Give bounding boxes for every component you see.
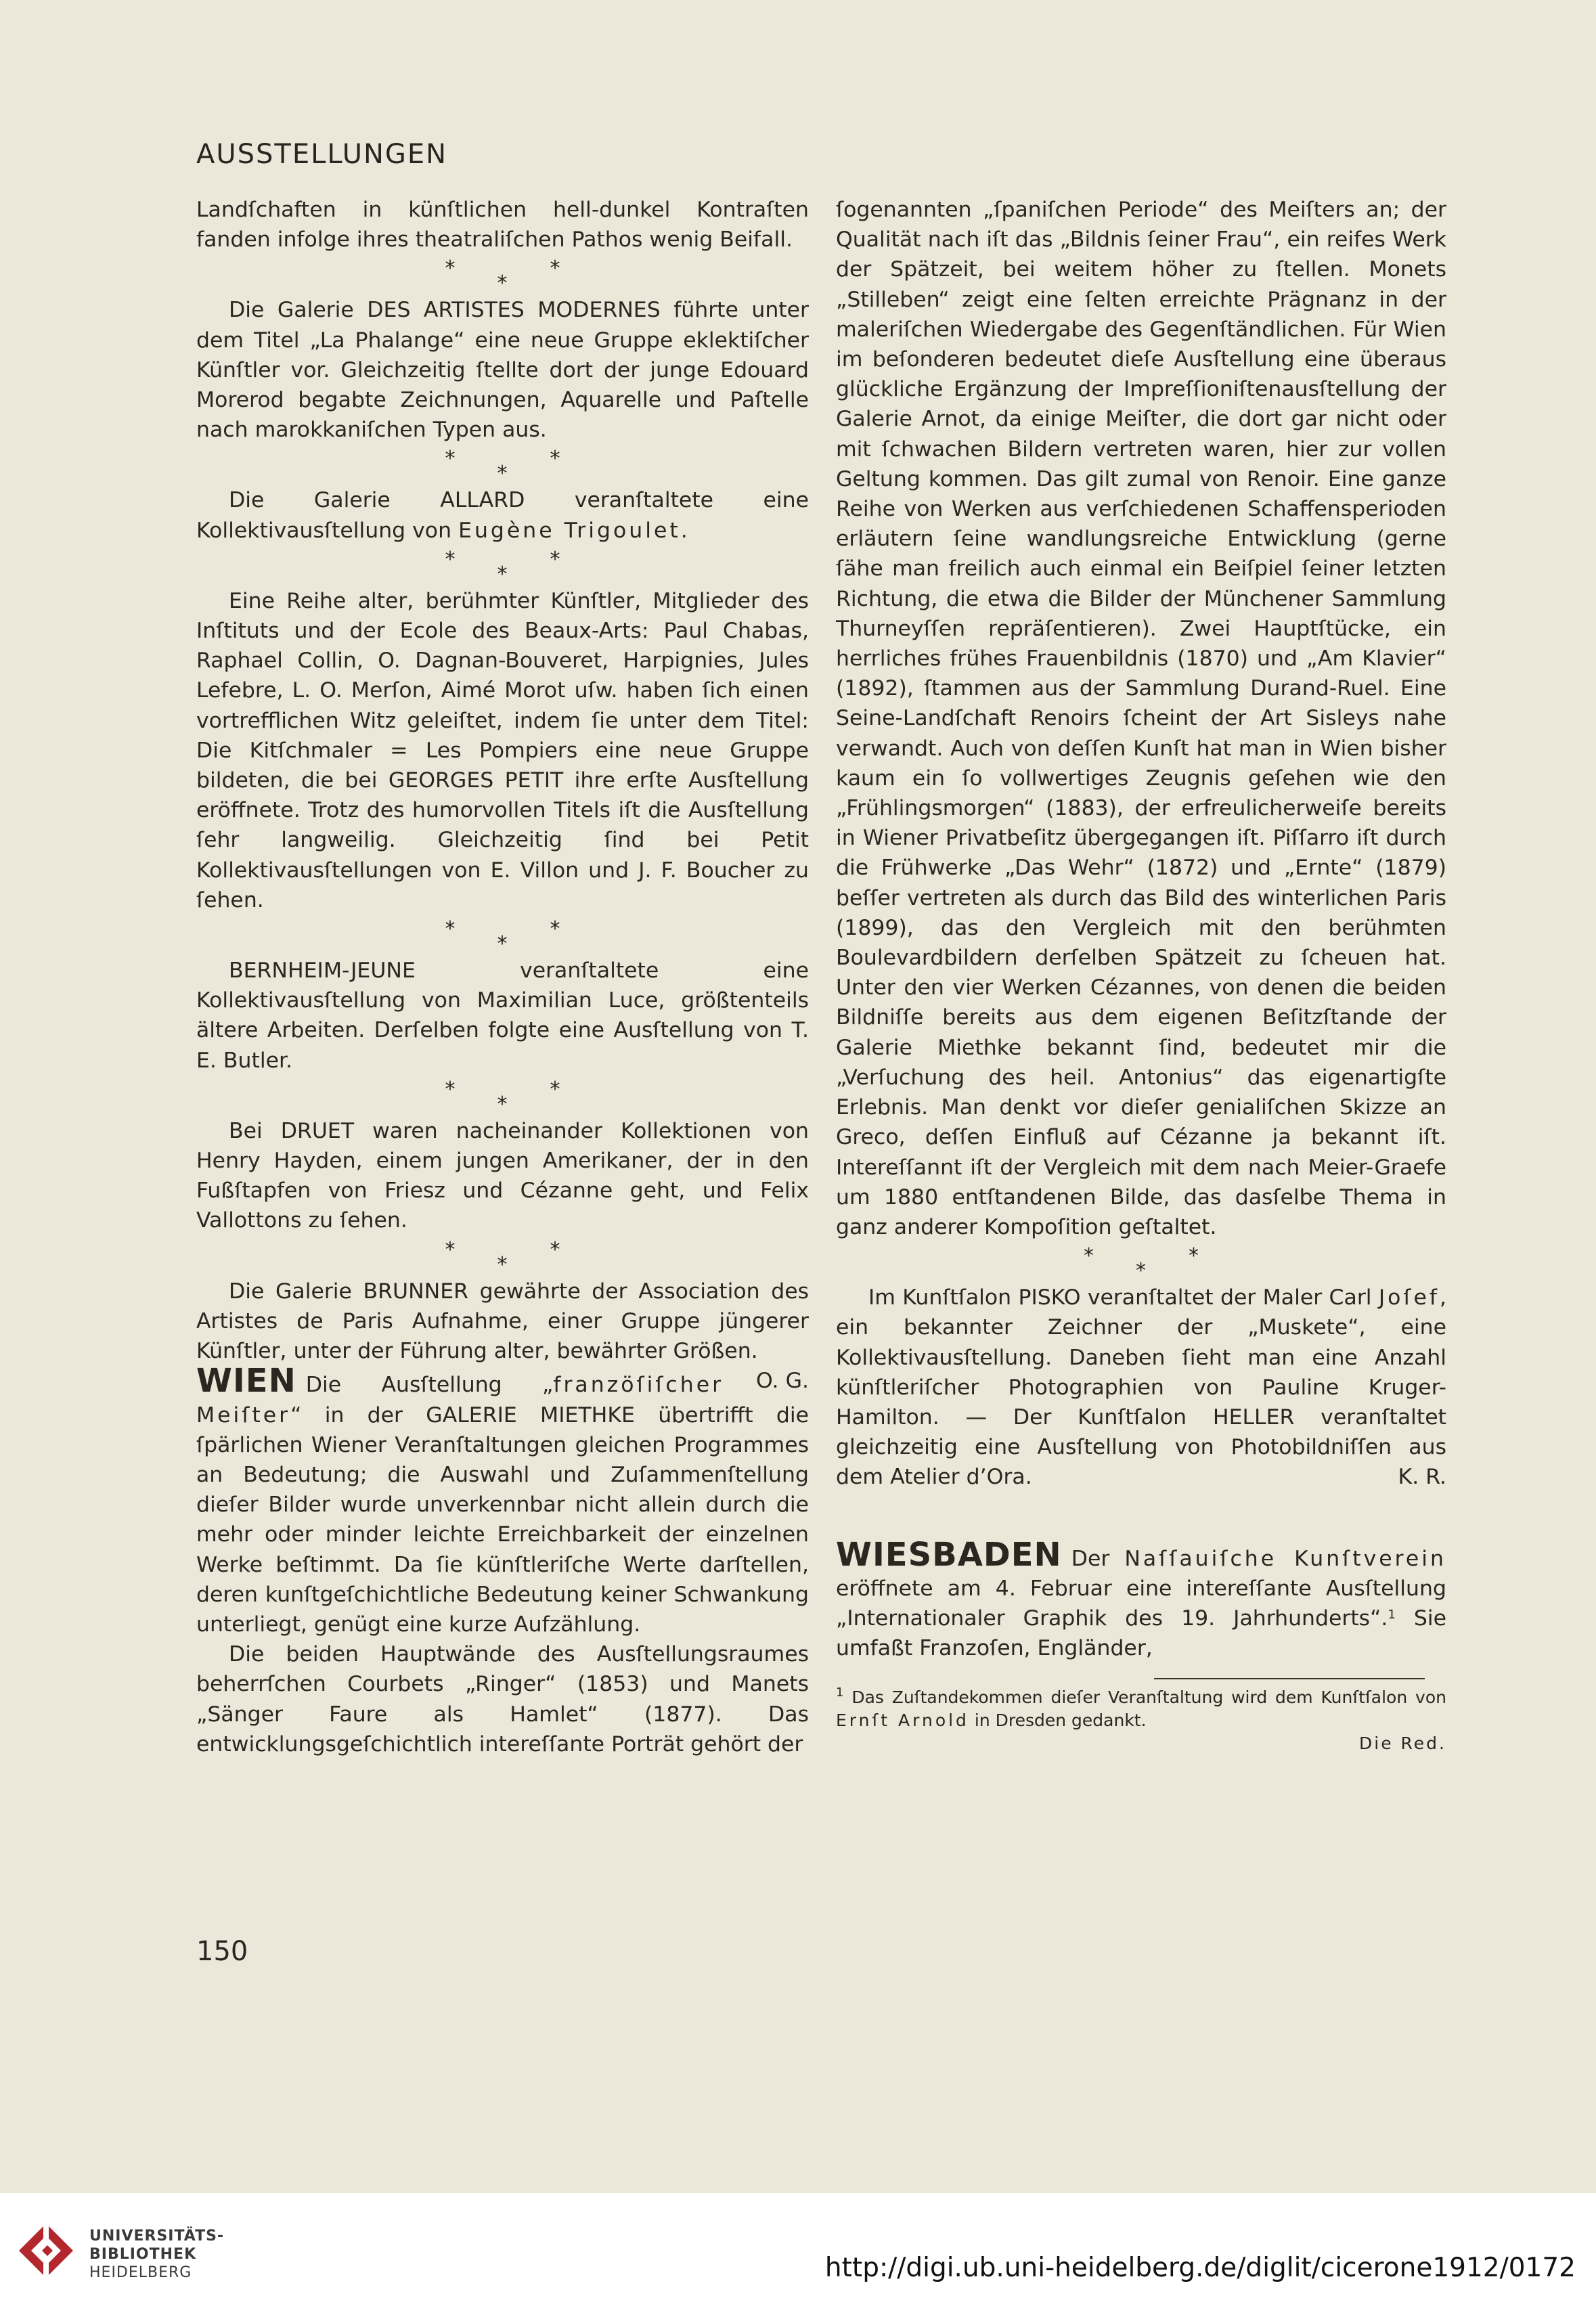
source-url-link[interactable]: http://digi.ub.uni-heidelberg.de/diglit/cicerone1912/0172	[824, 2253, 1576, 2283]
footnote: $^1$ Das Zuſtandekommen dieſer Veranſtaltung wird dem Kunſtſalon von Ernſt Arnold in Dresden gedankt. Die Red.	[836, 1686, 1446, 1755]
paragraph: Die Galerie DES ARTISTES MODERNES führte unter dem Titel „La Phalange“ eine neue Gruppe eklektiſcher Künſtler vor. Gleichzeitig ſtellte dort der junge Edouard Morerod begabte Zeichnungen, Aquarelle und Paſtelle nach marokkaniſchen Typen aus.	[196, 298, 809, 443]
city-heading: WIEN	[196, 1362, 296, 1400]
right-column	[836, 195, 1446, 1755]
paragraph: Bei DRUET waren nacheinander Kollektionen von Henry Hayden, einem jungen Amerikaner, der in den Fußſtapfen von Friesz und Cézanne geht, und Felix Vallottons zu ſehen.	[196, 1118, 809, 1233]
paragraph: ſogenannten „ſpaniſchen Periode“ des Meiſters an; der Qualität nach iſt das „Bildnis ſeiner Frau“, ein reifes Werk der Spätzeit, bei weitem höher zu ſtellen. Monets „Stilleben“ zeigt eine ſelten erreichte Prägnanz in der maleriſchen Wiedergabe des Gegenſtändlichen. Für Wien im beſonderen bedeutet dieſe Ausſtellung eine überaus glückliche Ergänzung der Impreſſioniſtenausſtellung der Galerie Arnot, da einige Meiſter, die dort gar nicht oder mit ſchwachen Bildern vertreten waren, hier zur vollen Geltung kommen. Das gilt zumal von Renoir. Eine ganze Reihe von Werken aus verſchiedenen Schaffensperioden erläutern ſeine wandlungsreiche Entwicklung (gerne ſähe man freilich auch einmal ein Beiſpiel ſeiner letzten Richtung, die etwa die Bilder der Münchener Sammlung Thurneyſſen repräſentieren). Zwei Hauptſtücke, ein herrliches frühes Frauenbildnis (1870) und „Am Klavier“ (1892), ſtammen aus der Sammlung Durand-Ruel. Eine Seine-Landſchaft Renoirs ſcheint der Art Sisleys nahe verwandt. Auch von deſſen Kunſt hat man in Wien bisher kaum ein ſo vollwertiges Zeugnis geſehen wie den „Frühlingsmorgen“ (1883), der erfreulicherweiſe bereits in Wiener Privatbeſitz übergegangen iſt. Piſſarro iſt durch die Frühwerke „Das Wehr“ (1872) und „Ernte“ (1879) beſſer vertreten als durch das Bild des winterlichen Paris (1899), das den Vergleich mit den berühmten Boulevardbildern derſelben Spätzeit zu ſcheuen hat. Unter den vier Werken Cézannes, von denen die beiden Bildniſſe bereits aus dem eigenen Beſitzſtande der Galerie Miethke bekannt ſind, bedeutet mir die „Verſuchung des heil. Antonius“ das eigenartigſte Erlebnis. Man denkt vor dieſer genialiſchen Skizze an Greco, deſſen Einfluß auf Cézanne ja bekannt iſt. Intereſſannt iſt der Vergleich mit dem nach Meier-Graefe um 1880 entſtandenen Bilde, das dasſelbe Thema in ganz anderer Kompoſition geſtaltet.	[836, 198, 1446, 1239]
person-name: Ernſt Arnold	[836, 1710, 969, 1731]
paragraph: Im Kunſtſalon PISKO veranſtaltet der Maler Carl Joſef, ein bekannter Zeichner der „Muskete“, eine Kollektivausſtellung. Daneben ſieht man eine Anzahl künſtleriſcher Photographien von Pauline Kruger-Hamilton. — Der Kunſtſalon HELLER veranſtaltet gleichzeitig eine Ausſtellung von Photobildniſſen aus dem Atelier d’Ora. K. R.	[836, 1283, 1446, 1492]
city-heading: WIESBADEN	[836, 1535, 1062, 1574]
left-column	[196, 195, 809, 1759]
paragraph: Landſchaften in künſtlichen hell-dunkel Kontraſten fanden infolge ihres theatraliſchen Pathos wenig Beifall.	[196, 198, 809, 252]
footnote-reference: 1	[1388, 1607, 1396, 1622]
exhibition-title: franzöſiſcher Meiſter	[196, 1373, 724, 1428]
society-name: Naſſauiſche Kunſtverein	[1124, 1546, 1446, 1571]
paragraph: Eine Reihe alter, berühmter Künſtler, Mitglieder des Inſtituts und der Ecole des Beaux-Arts: Paul Chabas, Raphael Collin, O. Dagnan-Bouveret, Harpignies, Jules Lefebre, L. O. Merſon, Aimé Morot uſw. haben ſich einen vortrefflichen Witz geleiſtet, indem ſie unter dem Titel: Die Kitſchmaler = Les Pompiers eine neue Gruppe bildeten, die bei GEORGES PETIT ihre erſte Ausſtellung eröffnete. Trotz des humorvollen Titels iſt die Ausſtellung ſehr langweilig. Gleichzeitig ſind bei Petit Kollektivausſtellungen von E. Villon und J. F. Boucher zu ſehen.	[196, 588, 809, 912]
page-number: 150	[196, 1936, 248, 1967]
section-separator: * * *	[445, 547, 560, 586]
running-head: AUSSTELLUNGEN	[196, 139, 448, 170]
section-separator: * * *	[445, 257, 560, 296]
section-separator: * * *	[445, 1077, 560, 1116]
editor-note: Die Red.	[1359, 1733, 1446, 1754]
section-separator: * * *	[445, 1237, 560, 1277]
section-separator: * * *	[445, 917, 560, 956]
section-separator: * * *	[1084, 1244, 1199, 1283]
artist-name: Joſef	[1378, 1285, 1440, 1310]
city-section-wiesbaden: WIESBADEN Der Naſſauiſche Kunſtverein eröffnete am 4. Februar eine intereſſante Ausſtellung „Internationaler Graphik des 19. Jahrhunderts“.$^1$ Sie umfaßt Franzoſen, Engländer,	[836, 1535, 1447, 1661]
footnote-mark: 1	[836, 1685, 844, 1700]
footnote-rule	[1154, 1678, 1425, 1679]
author-signature: K. R.	[1398, 1465, 1446, 1490]
paragraph: Die Galerie ALLARD veranſtaltete eine Kollektivausſtellung von Eugène Trigoulet.	[196, 488, 809, 543]
author-signature: O. G.	[756, 1369, 809, 1394]
library-logo-icon	[15, 2218, 80, 2283]
paragraph: Die beiden Hauptwände des Ausſtellungsraumes beherrſchen Courbets „Ringer“ (1853) und Manets „Sänger Faure als Hamlet“ (1877). Das entwicklungsgeſchichtlich intereſſante Porträt gehört der	[196, 1642, 809, 1757]
section-separator: * * *	[445, 447, 560, 486]
library-name: UNIVERSITÄTS- BIBLIOTHEK HEIDELBERG	[89, 2228, 225, 2281]
city-section-wien: WIEN Die Ausſtellung „franzöſiſcher Meiſter“ in der GALERIE MIETHKE übertrifft die ſpärlichen Wiener Veranſtaltungen gleichen Programmes an Bedeutung; die Auswahl und Zuſammenſtellung dieſer Bilder wurde unverkennbar nicht allein durch die mehr oder minder leichte Erreichbarkeit der einzelnen Werke beſtimmt. Da ſie künſtleriſche Werte darſtellen, deren kunſtgeſchichtliche Bedeutung keiner Schwankung unterliegt, genügt eine kurze Aufzählung.	[196, 1362, 809, 1637]
artist-name: Eugène Trigoulet	[458, 518, 681, 543]
paragraph: BERNHEIM-JEUNE veranſtaltete eine Kollektivausſtellung von Maximilian Luce, größtenteils ältere Arbeiten. Derſelben folgte eine Ausſtellung von T. E. Butler.	[196, 958, 809, 1073]
library-footer	[0, 2193, 1596, 2319]
paragraph: Die Galerie BRUNNER gewährte der Association des Artistes de Paris Aufnahme, einer Gruppe jüngerer Künſtler, unter der Führung alter, bewährter Größen. O. G.	[196, 1277, 809, 1367]
